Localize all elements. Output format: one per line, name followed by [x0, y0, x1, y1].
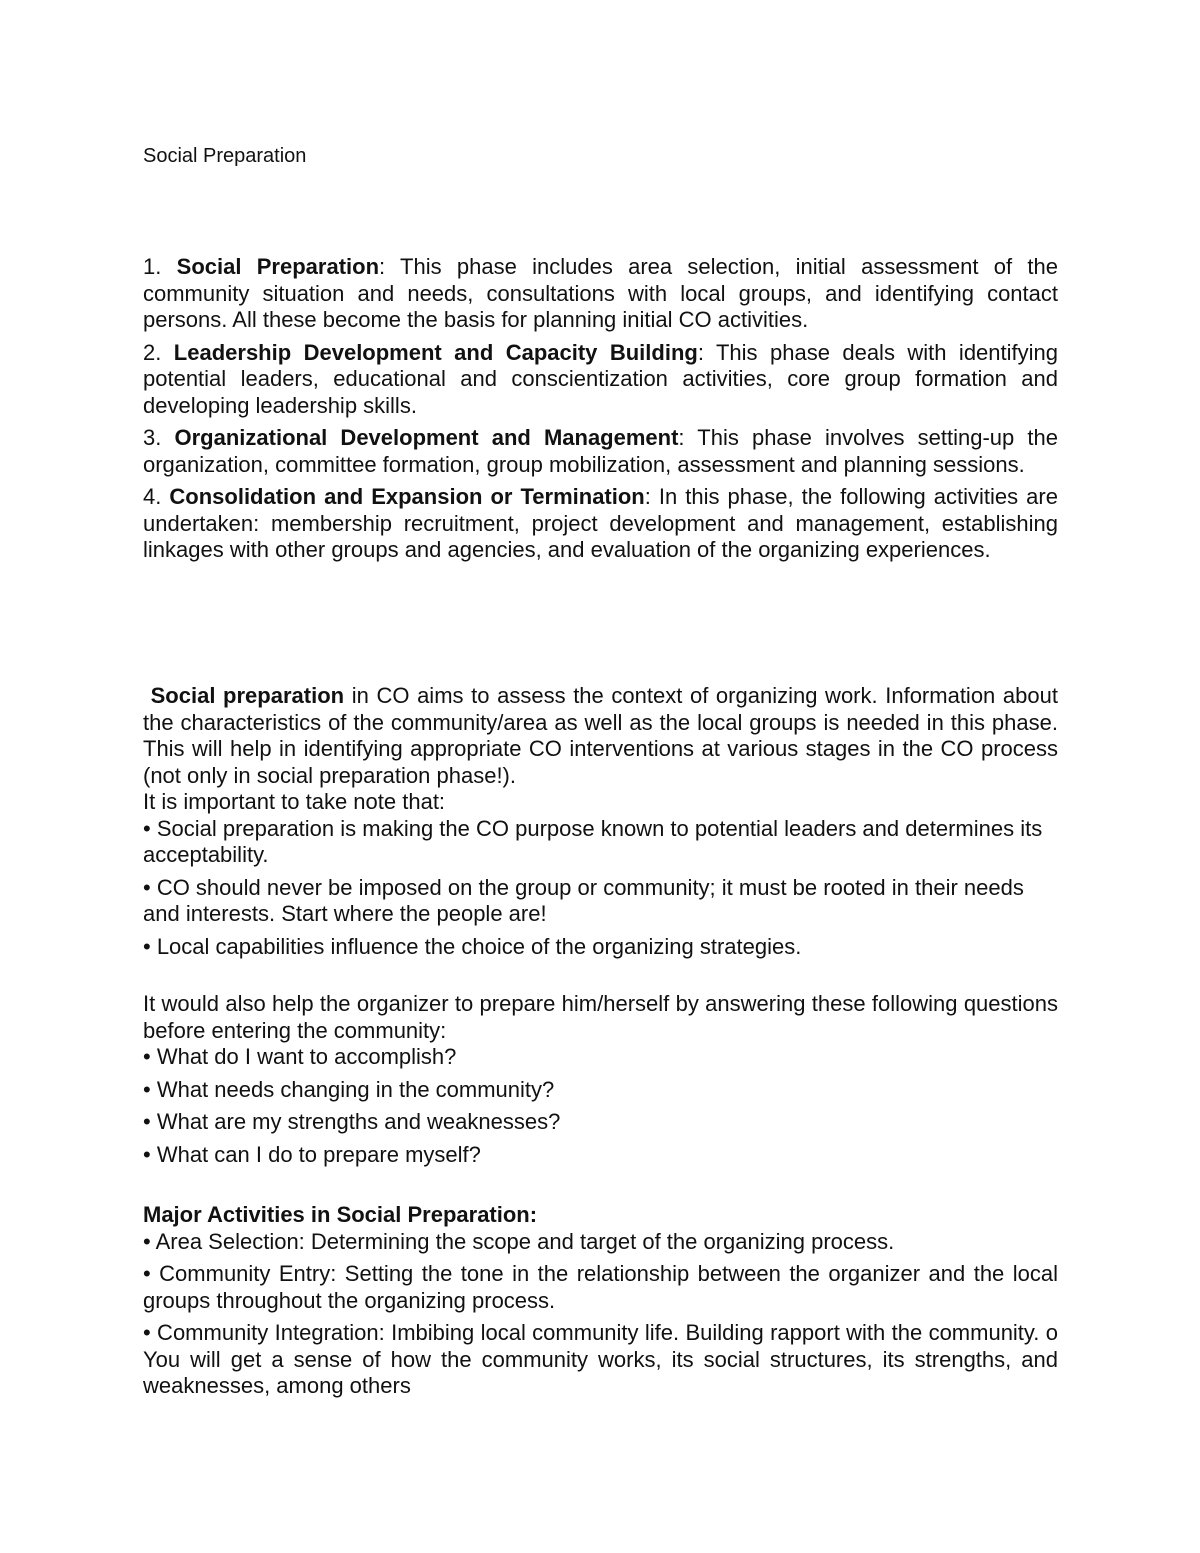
phase-number: 1.: [143, 254, 162, 279]
questions-section: [143, 991, 1058, 1174]
phase-item-2: [143, 340, 1058, 420]
activity-item-3: • Community Integration: Imbibing local community life. Building rapport with the community. o You will get a sense of how the community works, its social structures, its strengths, and weaknesses, among others: [143, 1320, 1058, 1398]
note-item-2: • CO should never be imposed on the group or community; it must be rooted in their needs and interests. Start where the people are!: [143, 874, 1024, 926]
question-item-4: • What can I do to prepare myself?: [143, 1141, 481, 1167]
phase-text: : In this phase, the following activities are undertaken: membership recruitment, project development and management, establishing linkages with other groups and agencies, and evaluation of the organizing experiences.: [143, 484, 1058, 562]
question-item-1: • What do I want to accomplish?: [143, 1044, 457, 1069]
phase-number: 4.: [143, 484, 162, 509]
questions-lead: It would also help the organizer to prepare him/herself by answering these following questions before entering the community:: [143, 991, 1058, 1043]
phase-text: : This phase involves setting-up the organization, committee formation, group mobilization, assessment and planning sessions.: [143, 425, 1058, 477]
note-item-3: • Local capabilities influence the choice of the organizing strategies.: [143, 933, 802, 959]
phase-item-3: [143, 425, 1058, 478]
activities-heading: [143, 1202, 1058, 1229]
activities-section: [143, 1202, 1058, 1406]
page-title: Social Preparation: [143, 145, 307, 167]
activity-item-1: • Area Selection: Determining the scope and target of the organizing process.: [143, 1228, 895, 1254]
phase-item-4: [143, 484, 1058, 564]
intro-text: in CO aims to assess the context of organizing work. Information about the characteristics of the community/area as well as the local groups is needed in this phase. This will help in identifying appropriate CO interventions at various stages in the CO process (not only in social preparation phase!).: [143, 683, 1058, 788]
question-item-2: • What needs changing in the community?: [143, 1076, 555, 1102]
phase-item-1: [143, 254, 1058, 334]
phases-list: [143, 254, 1058, 570]
intro-section: [143, 683, 1058, 966]
activities-heading-text: Major Activities in Social Preparation:: [143, 1202, 538, 1227]
activity-item-2: • Community Entry: Setting the tone in the relationship between the organizer and the local groups throughout the organizing process.: [143, 1261, 1058, 1313]
phase-text: : This phase deals with identifying potential leaders, educational and conscientization activities, core group formation and developing leadership skills.: [143, 339, 1058, 418]
phase-heading: Social Preparation: [176, 254, 380, 279]
phase-heading: Consolidation and Expansion or Termination: [169, 484, 645, 509]
phase-number: 2.: [143, 339, 162, 365]
note-item-1: • Social preparation is making the CO purpose known to potential leaders and determines its acceptability.: [143, 815, 1043, 867]
question-item-3: • What are my strengths and weaknesses?: [143, 1109, 561, 1134]
intro-paragraph: [143, 683, 1058, 789]
note-lead: It is important to take note that:: [143, 789, 446, 814]
phase-text: : This phase includes area selection, initial assessment of the community situation and needs, consultations with local groups, and identifying contact persons. All these become the basis for planning initial CO activities.: [143, 254, 1058, 332]
intro-heading: Social preparation: [150, 683, 345, 708]
phase-heading: Organizational Development and Management: [174, 425, 679, 450]
phase-number: 3.: [143, 425, 162, 450]
phase-heading: Leadership Development and Capacity Building: [173, 339, 698, 365]
